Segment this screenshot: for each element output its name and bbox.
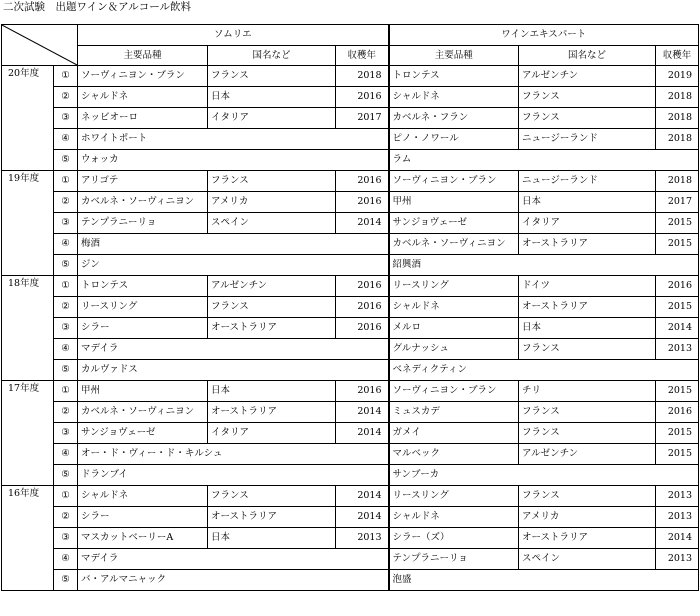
table-row: [2, 297, 699, 318]
year-label: 18年度: [2, 276, 54, 381]
expert-vintage-cell: 2015: [656, 423, 699, 444]
table-row: [2, 66, 699, 87]
expert-variety-cell: カベルネ・ソーヴィニヨン: [389, 234, 519, 255]
table-row: [2, 549, 699, 570]
item-number: ⑤: [54, 255, 78, 276]
sommelier-vintage-cell: 2014: [336, 213, 389, 234]
expert-country-cell: オーストラリア: [519, 528, 656, 549]
wine-exam-table: [1, 24, 699, 591]
table-row: [2, 507, 699, 528]
table-row: [2, 234, 699, 255]
sommelier-variety-cell: サンジョヴェーゼ: [78, 423, 208, 444]
table-row: [2, 150, 699, 171]
expert-variety-cell: トロンテス: [389, 66, 519, 87]
expert-vintage-header: 収穫年: [656, 46, 699, 66]
expert-country-cell: アメリカ: [519, 507, 656, 528]
sommelier-country-cell: 日本: [208, 87, 336, 108]
sommelier-vintage-cell: 2018: [336, 66, 389, 87]
sommelier-country-cell: フランス: [208, 66, 336, 87]
sommelier-variety-cell: シャルドネ: [78, 87, 208, 108]
header-row-groups: [2, 25, 699, 46]
sommelier-vintage-cell: 2014: [336, 486, 389, 507]
table-row: [2, 276, 699, 297]
expert-country-cell: ニュージーランド: [519, 129, 656, 150]
item-number: ①: [54, 381, 78, 402]
item-number: ②: [54, 507, 78, 528]
sommelier-country-cell: オーストラリア: [208, 402, 336, 423]
sommelier-country-cell: オーストラリア: [208, 318, 336, 339]
table-row: [2, 318, 699, 339]
sommelier-variety-cell: ドランブイ: [78, 465, 389, 486]
expert-vintage-cell: 2018: [656, 87, 699, 108]
sommelier-variety-cell: トロンテス: [78, 276, 208, 297]
table-row: [2, 192, 699, 213]
expert-country-cell: アルゼンチン: [519, 66, 656, 87]
table-row: [2, 402, 699, 423]
sommelier-variety-cell: ネッビオーロ: [78, 108, 208, 129]
expert-variety-cell: メルロ: [389, 318, 519, 339]
expert-variety-cell: 泡盛: [389, 570, 699, 591]
item-number: ①: [54, 276, 78, 297]
year-label: 19年度: [2, 171, 54, 276]
expert-variety-cell: テンプラニーリョ: [389, 549, 519, 570]
expert-variety-cell: リースリング: [389, 486, 519, 507]
sommelier-variety-cell: マデイラ: [78, 339, 389, 360]
sommelier-country-cell: オーストラリア: [208, 507, 336, 528]
sommelier-country-cell: フランス: [208, 486, 336, 507]
expert-vintage-cell: 2019: [656, 66, 699, 87]
year-label: 17年度: [2, 381, 54, 486]
sommelier-variety-cell: マスカットベーリーA: [78, 528, 208, 549]
sommelier-country-cell: フランス: [208, 297, 336, 318]
sommelier-country-cell: イタリア: [208, 423, 336, 444]
expert-vintage-cell: 2014: [656, 318, 699, 339]
table-row: [2, 381, 699, 402]
sommelier-country-cell: 日本: [208, 528, 336, 549]
table-row: [2, 465, 699, 486]
expert-country-cell: ニュージーランド: [519, 171, 656, 192]
item-number: ④: [54, 444, 78, 465]
sommelier-variety-cell: シラー: [78, 318, 208, 339]
item-number: ③: [54, 528, 78, 549]
expert-variety-cell: シャルドネ: [389, 87, 519, 108]
expert-variety-cell: サンジョヴェーゼ: [389, 213, 519, 234]
expert-country-header: 国名など: [519, 46, 656, 66]
sommelier-vintage-cell: 2016: [336, 381, 389, 402]
table-row: [2, 486, 699, 507]
expert-variety-cell: 紹興酒: [389, 255, 699, 276]
expert-country-cell: 日本: [519, 318, 656, 339]
item-number: ③: [54, 318, 78, 339]
expert-country-cell: フランス: [519, 339, 656, 360]
table-row: [2, 108, 699, 129]
table-row: [2, 129, 699, 150]
expert-variety-cell: シャルドネ: [389, 297, 519, 318]
sommelier-variety-cell: テンプラニーリョ: [78, 213, 208, 234]
expert-country-cell: フランス: [519, 423, 656, 444]
table-row: [2, 528, 699, 549]
expert-variety-cell: ピノ・ノワール: [389, 129, 519, 150]
sommelier-variety-cell: リースリング: [78, 297, 208, 318]
sommelier-variety-cell: ソーヴィニヨン・ブラン: [78, 66, 208, 87]
expert-vintage-cell: 2017: [656, 192, 699, 213]
expert-vintage-cell: 2018: [656, 108, 699, 129]
sommelier-variety-cell: オー・ド・ヴィー・ド・キルシュ: [78, 444, 389, 465]
expert-variety-cell: 甲州: [389, 192, 519, 213]
expert-country-cell: フランス: [519, 108, 656, 129]
sommelier-vintage-cell: 2016: [336, 171, 389, 192]
item-number: ②: [54, 402, 78, 423]
item-number: ②: [54, 297, 78, 318]
sommelier-country-cell: フランス: [208, 171, 336, 192]
item-number: ④: [54, 339, 78, 360]
expert-variety-cell: ソーヴィニヨン・ブラン: [389, 381, 519, 402]
sommelier-country-cell: アメリカ: [208, 192, 336, 213]
expert-country-cell: オーストラリア: [519, 297, 656, 318]
table-row: [2, 360, 699, 381]
sommelier-variety-cell: ジン: [78, 255, 389, 276]
expert-variety-cell: サンブーカ: [389, 465, 699, 486]
sommelier-header: ソムリエ: [78, 25, 389, 46]
item-number: ⑤: [54, 360, 78, 381]
sommelier-vintage-cell: 2017: [336, 108, 389, 129]
year-label: 20年度: [2, 66, 54, 171]
page-title: 二次試験 出題ワイン＆アルコール飲料: [3, 1, 192, 13]
expert-vintage-cell: 2015: [656, 213, 699, 234]
sommelier-vintage-cell: 2016: [336, 297, 389, 318]
sommelier-variety-cell: カルヴァドス: [78, 360, 389, 381]
expert-vintage-cell: 2018: [656, 129, 699, 150]
item-number: ⑤: [54, 465, 78, 486]
sommelier-variety-cell: カベルネ・ソーヴィニヨン: [78, 192, 208, 213]
expert-vintage-cell: 2013: [656, 339, 699, 360]
sommelier-variety-cell: ウォッカ: [78, 150, 389, 171]
expert-country-cell: オーストラリア: [519, 234, 656, 255]
expert-country-cell: フランス: [519, 402, 656, 423]
expert-vintage-cell: 2015: [656, 381, 699, 402]
table-row: [2, 213, 699, 234]
expert-variety-header: 主要品種: [389, 46, 519, 66]
sommelier-vintage-cell: 2014: [336, 402, 389, 423]
expert-country-cell: 日本: [519, 192, 656, 213]
item-number: ①: [54, 66, 78, 87]
sommelier-vintage-cell: 2016: [336, 318, 389, 339]
header-row-columns: [2, 46, 699, 66]
expert-vintage-cell: 2013: [656, 486, 699, 507]
expert-variety-cell: シラー（ズ）: [389, 528, 519, 549]
expert-variety-cell: リースリング: [389, 276, 519, 297]
table-row: [2, 255, 699, 276]
sommelier-variety-cell: アリゴテ: [78, 171, 208, 192]
expert-country-cell: フランス: [519, 87, 656, 108]
expert-header: ワインエキスパート: [389, 25, 699, 46]
item-number: ①: [54, 171, 78, 192]
expert-vintage-cell: 2018: [656, 171, 699, 192]
expert-variety-cell: ラム: [389, 150, 699, 171]
expert-vintage-cell: 2015: [656, 297, 699, 318]
sommelier-variety-cell: マデイラ: [78, 549, 389, 570]
sommelier-country-cell: 日本: [208, 381, 336, 402]
sommelier-vintage-cell: 2014: [336, 423, 389, 444]
sommelier-vintage-cell: 2014: [336, 507, 389, 528]
sommelier-country-header: 国名など: [208, 46, 336, 66]
table-row: [2, 171, 699, 192]
expert-vintage-cell: 2015: [656, 234, 699, 255]
item-number: ④: [54, 549, 78, 570]
item-number: ③: [54, 108, 78, 129]
expert-variety-cell: シャルドネ: [389, 507, 519, 528]
sommelier-vintage-cell: 2013: [336, 528, 389, 549]
item-number: ⑤: [54, 150, 78, 171]
item-number: ③: [54, 423, 78, 444]
sommelier-variety-cell: カベルネ・ソーヴィニヨン: [78, 402, 208, 423]
expert-variety-cell: ソーヴィニヨン・ブラン: [389, 171, 519, 192]
sommelier-variety-cell: 梅酒: [78, 234, 389, 255]
sommelier-variety-cell: シャルドネ: [78, 486, 208, 507]
expert-country-cell: アルゼンチン: [519, 444, 656, 465]
sommelier-variety-cell: ホワイトポート: [78, 129, 389, 150]
sommelier-vintage-cell: 2016: [336, 87, 389, 108]
sommelier-variety-cell: バ・アルマニャック: [78, 570, 389, 591]
item-number: ①: [54, 486, 78, 507]
table-row: [2, 444, 699, 465]
item-number: ②: [54, 87, 78, 108]
sommelier-vintage-header: 収穫年: [336, 46, 389, 66]
sommelier-country-cell: スペイン: [208, 213, 336, 234]
sommelier-variety-cell: 甲州: [78, 381, 208, 402]
expert-vintage-cell: 2015: [656, 444, 699, 465]
expert-country-cell: スペイン: [519, 549, 656, 570]
sommelier-vintage-cell: 2016: [336, 276, 389, 297]
item-number: ⑤: [54, 570, 78, 591]
expert-variety-cell: ガメイ: [389, 423, 519, 444]
corner-cell: [2, 25, 78, 66]
item-number: ④: [54, 129, 78, 150]
item-number: ②: [54, 192, 78, 213]
item-number: ④: [54, 234, 78, 255]
expert-country-cell: イタリア: [519, 213, 656, 234]
sommelier-country-cell: イタリア: [208, 108, 336, 129]
expert-vintage-cell: 2016: [656, 402, 699, 423]
table-row: [2, 87, 699, 108]
expert-country-cell: チリ: [519, 381, 656, 402]
expert-vintage-cell: 2016: [656, 276, 699, 297]
sommelier-vintage-cell: 2016: [336, 192, 389, 213]
expert-variety-cell: ベネディクティン: [389, 360, 699, 381]
table-row: [2, 339, 699, 360]
table-row: [2, 570, 699, 591]
table-row: [2, 423, 699, 444]
expert-variety-cell: マルベック: [389, 444, 519, 465]
expert-variety-cell: ミュスカデ: [389, 402, 519, 423]
expert-variety-cell: カベルネ・フラン: [389, 108, 519, 129]
expert-vintage-cell: 2013: [656, 549, 699, 570]
expert-vintage-cell: 2014: [656, 528, 699, 549]
expert-vintage-cell: 2013: [656, 507, 699, 528]
item-number: ③: [54, 213, 78, 234]
sommelier-country-cell: アルゼンチン: [208, 276, 336, 297]
expert-country-cell: ドイツ: [519, 276, 656, 297]
year-label: 16年度: [2, 486, 54, 591]
expert-variety-cell: グルナッシュ: [389, 339, 519, 360]
diagonal-line: [2, 25, 77, 65]
expert-country-cell: フランス: [519, 486, 656, 507]
sommelier-variety-header: 主要品種: [78, 46, 208, 66]
sommelier-variety-cell: シラー: [78, 507, 208, 528]
